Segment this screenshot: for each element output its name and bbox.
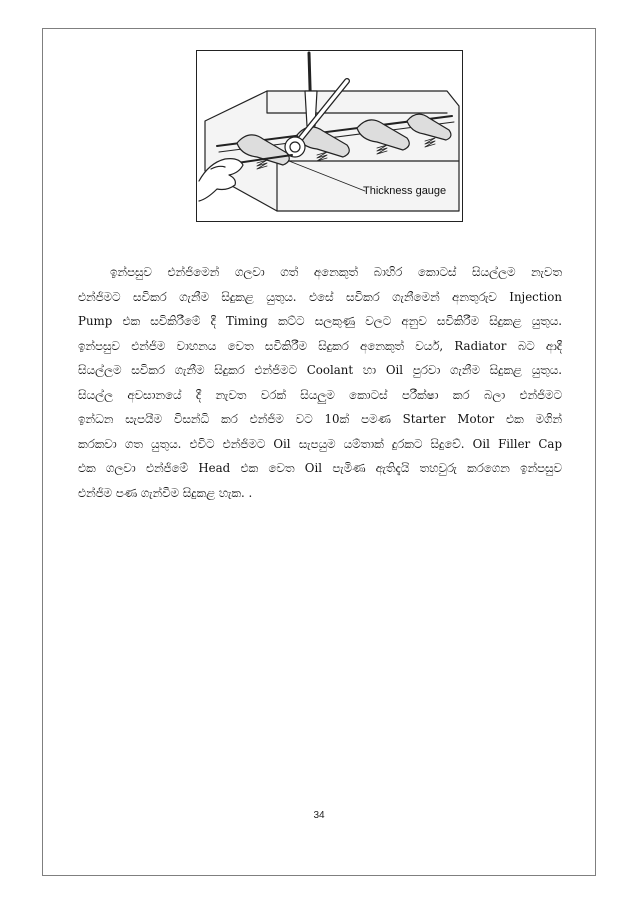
paragraph-line: සියල්ලම සවිකර ගැනීම සිදුකර එන්ජිමට Coolant හා Oil පුරවා ගැනීම සිදුකළ යුතුය. (78, 363, 562, 377)
paragraph-line: Pump එක සවිකිරීමේ දී Timing කට්ට සලකුණු වලට අනුව සවිකිරීම සිදුකළ යුතුය. (78, 314, 562, 328)
page-number: 34 (313, 810, 325, 821)
paragraph-line: එන්ජිමට සවිකර ගැනීම සිදුකළ යුතුය. එසේ සවිකර ගැනීමෙන් අනතුරුව Injection (78, 289, 562, 304)
paragraph-line: ඉන්පසුව එන්ජිමෙන් ගලවා ගත් අනෙකුත් බාහිර කොටස් සියල්ලම නැවත (110, 265, 562, 279)
paragraph-line: එක ගලවා එන්ජිමේ Head එක වෙත Oil පැමිණ ඇතිදැයි තහවුරු කරගෙන ඉන්පසුව (78, 461, 562, 475)
body-paragraph (78, 260, 562, 505)
paragraph-line: කරකවා ගත යුතුය. එවිට එන්ජිමට Oil සැපයුම යම්තාක් දුරකට සිදුවේ. Oil Filler Cap (78, 436, 562, 451)
paragraph-line: සියල්ල අවසානයේ දී නැවත වරක් සියලුම කොටස් පරීක්ෂා කර බලා එන්ජිමට (78, 387, 562, 402)
thickness-gauge-label: Thickness gauge (363, 185, 447, 197)
paragraph-line: එන්ජිම පණ ගැන්වීම සිදුකළ හැක. . (78, 485, 253, 500)
paragraph-line: ඉන්පසුව එන්ජිම වාහනය වෙත සවිකිරීම සිදුකර අනෙකුත් වයර්, Radiator බට ආදී (78, 338, 562, 353)
paragraph-line: ඉන්ධන සැපයීම විසන්ධි කර එන්ජිම වට 10ක් පමණ Starter Motor එක මගින් (78, 412, 562, 426)
